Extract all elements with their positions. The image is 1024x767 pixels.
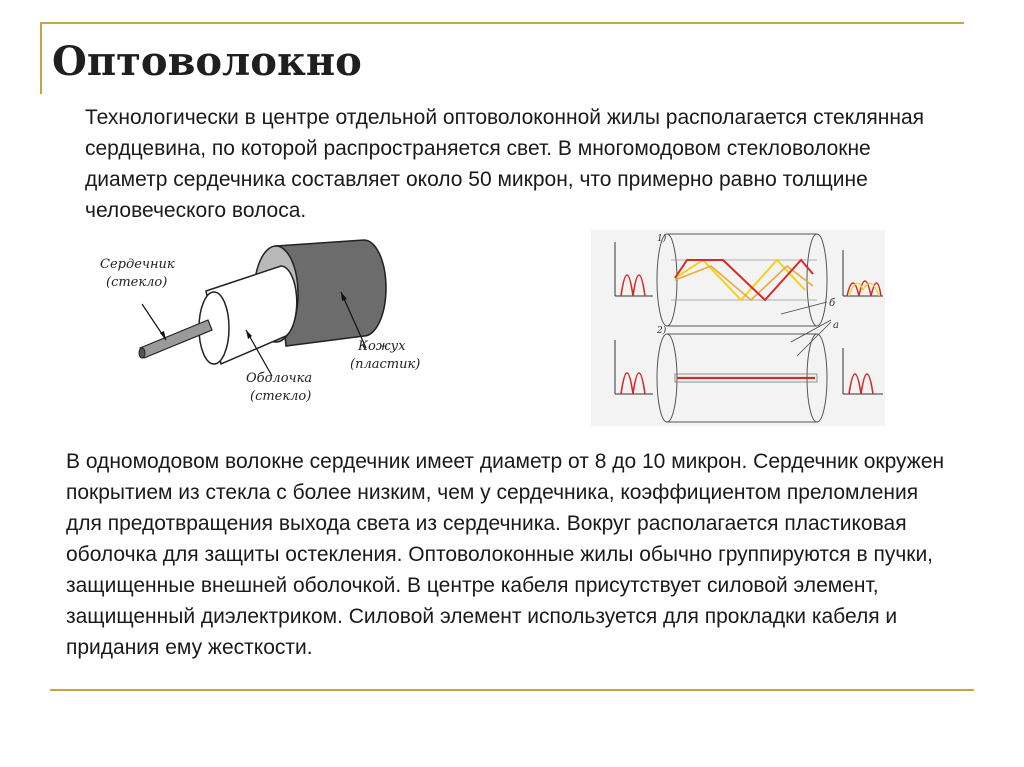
input-pulse-1 bbox=[621, 275, 645, 296]
cyl1-right-end bbox=[807, 234, 827, 326]
input-pulse-2 bbox=[621, 373, 645, 394]
fiber-structure-drawing bbox=[86, 236, 466, 412]
light-propagation-figure bbox=[591, 230, 885, 426]
bottom-rule bbox=[50, 689, 974, 691]
fiber-structure-figure bbox=[86, 236, 466, 412]
jacket-label-2: (пластик) bbox=[350, 357, 421, 372]
paragraph-singlemode: В одномодовом волокне сердечник имеет диаметр от 8 до 10 микрон. Сердечник окружен покрытием из стекла с более низким, чем у сердечника, коэффициентом преломления для предотвращения выхода света из сердечника. Вокруг располагается пластиковая оболочка для защиты остекления. Оптоволоконные жилы обычно группируются в пучки, защищенные внешней оболочкой. В центре кабеля присутствует силовой элемент, защищенный диэлектриком. Силовой элемент используется для прокладки кабеля и придания ему жесткости. bbox=[66, 450, 945, 659]
mode-label-1: 1) bbox=[657, 234, 667, 244]
output-pulse-2 bbox=[849, 374, 873, 394]
paragraph-multimode: Технологически в центре отдельной оптоволоконной жилы располагается стеклянная сердцевина, по которой распространяется свет. В многомодовом стекловолокне диаметр сердечника составляет около 50 микрон, что примерно равно толщине человеческого волоса. bbox=[85, 106, 924, 222]
jacket-label-1: Кожух bbox=[358, 339, 406, 354]
label-b: б bbox=[829, 298, 836, 309]
core-end bbox=[139, 348, 145, 358]
cladding-label-2: (стекло) bbox=[250, 389, 312, 404]
top-rule bbox=[42, 22, 964, 24]
core-label-1: Сердечник bbox=[100, 257, 175, 272]
light-propagation-drawing bbox=[591, 230, 885, 426]
callout-a-2 bbox=[797, 322, 831, 356]
ray-yellow bbox=[675, 260, 805, 300]
callout-b-1 bbox=[781, 302, 827, 314]
mode-label-2: 2) bbox=[657, 326, 667, 336]
label-a: а bbox=[833, 320, 839, 331]
callout-a-1 bbox=[791, 320, 831, 342]
core-label-2: (стекло) bbox=[106, 275, 168, 290]
cyl2-left-end bbox=[657, 334, 677, 422]
cyl1-left-end bbox=[657, 234, 677, 326]
slide-title: Оптоволокно bbox=[52, 38, 362, 85]
cladding-label-1: Оболочка bbox=[246, 371, 313, 386]
left-rule bbox=[40, 22, 42, 94]
